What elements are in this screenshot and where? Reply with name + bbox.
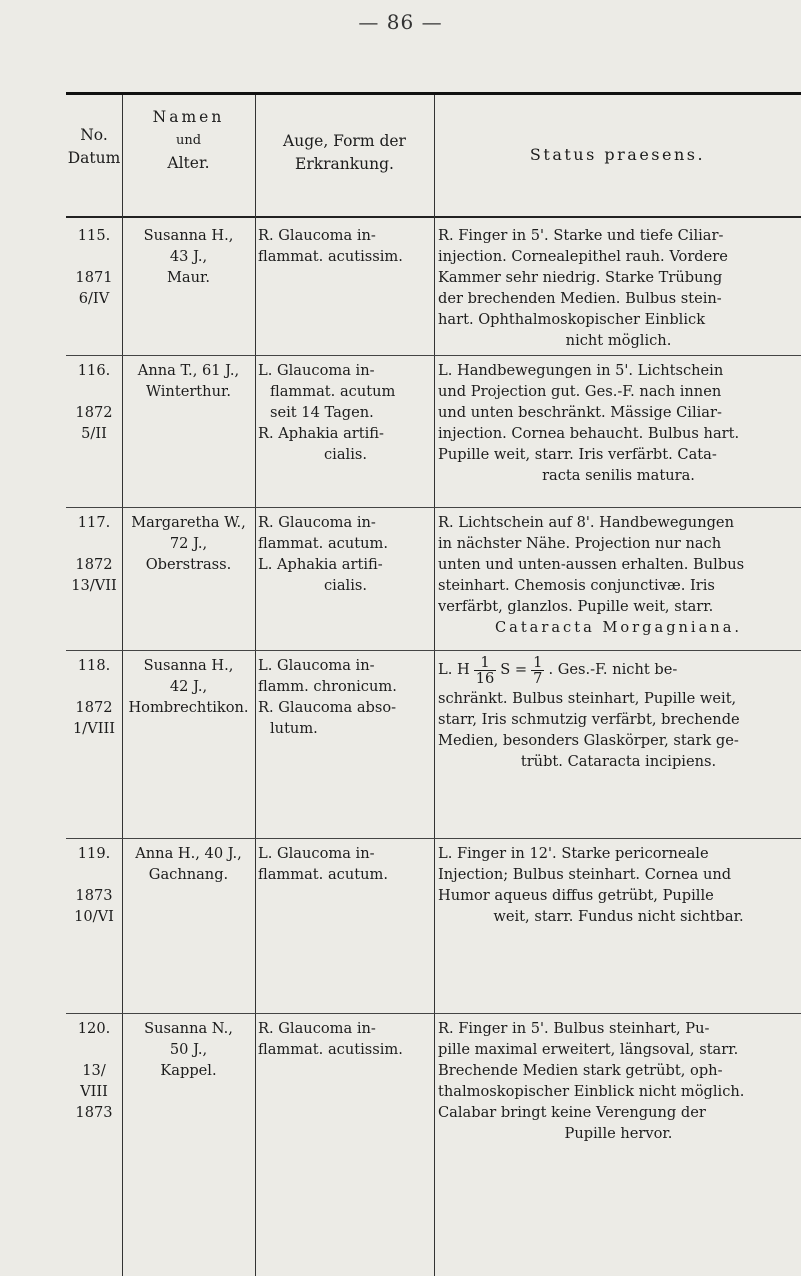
row-120-name <box>122 1018 255 1081</box>
status-formula-line <box>438 652 799 688</box>
header-datum-label: Datum <box>67 149 121 167</box>
page-number: — 86 — <box>358 10 443 34</box>
row-115-name <box>122 225 255 288</box>
entry-number: 117. <box>77 514 111 531</box>
row-115-no <box>66 225 122 309</box>
fraction-2-denominator: 7 <box>533 669 543 687</box>
entry-year: 1873 <box>75 1104 113 1121</box>
diagnosis-line: flammat. acutissim. <box>258 248 403 265</box>
status-line: in nächster Nähe. Projection nur nach <box>438 535 722 552</box>
header-name <box>122 106 255 175</box>
row-117-status <box>438 512 799 638</box>
fraction-1 <box>474 655 497 686</box>
row-118-status <box>438 652 799 772</box>
status-diagnosis-emphasis: Cataracta Morgagniana. <box>494 619 743 636</box>
header-eye <box>255 130 434 176</box>
row-rule-3 <box>66 650 801 651</box>
row-115-eye <box>258 225 433 267</box>
header-no <box>66 124 122 170</box>
patient-place: Oberstrass. <box>145 556 232 573</box>
entry-date-day: 13/ <box>82 1062 106 1079</box>
entry-number: 120. <box>77 1020 111 1037</box>
entry-date: 6/IV <box>78 290 110 307</box>
fraction-2-numerator: 1 <box>533 653 543 671</box>
patient-name: Anna H., 40 J., <box>135 845 242 862</box>
status-line: Brechende Medien stark getrübt, oph- <box>438 1062 723 1079</box>
diagnosis-line: flamm. chronicum. <box>258 678 397 695</box>
entry-date: 5/II <box>81 425 107 442</box>
entry-year: 1872 <box>75 404 113 421</box>
diagnosis-line: flammat. acutum. <box>258 535 388 552</box>
patient-name: Margaretha W., <box>131 514 246 531</box>
diagnosis-line: lutum. <box>270 720 318 737</box>
formula-middle: S = <box>500 661 528 678</box>
status-line: und unten beschränkt. Mässige Ciliar- <box>438 404 722 421</box>
entry-number: 119. <box>77 845 111 862</box>
diagnosis-line: seit 14 Tagen. <box>270 404 374 421</box>
row-117-eye <box>258 512 433 596</box>
patient-age: 43 J., <box>169 248 208 265</box>
diagnosis-line: L. Glaucoma in- <box>258 657 375 674</box>
fraction-2 <box>531 655 544 686</box>
status-line: Medien, besonders Glaskörper, stark ge- <box>438 732 739 749</box>
patient-name: Susanna H., <box>143 227 234 244</box>
status-line: hart. Ophthalmoskopischer Einblick <box>438 311 706 328</box>
patient-name: Anna T., 61 J., <box>137 362 240 379</box>
status-line: pille maximal erweitert, längsoval, starr. <box>438 1041 739 1058</box>
row-120-eye <box>258 1018 433 1060</box>
patient-place: Gachnang. <box>148 866 229 883</box>
row-119-eye <box>258 843 433 885</box>
status-line: schränkt. Bulbus steinhart, Pupille weit, <box>438 690 737 707</box>
row-117-no <box>66 512 122 596</box>
row-116-eye <box>258 360 433 465</box>
column-divider-2 <box>255 95 256 1276</box>
status-line: Humor aqueus diffus getrübt, Pupille <box>438 887 714 904</box>
status-line: L. Finger in 12'. Starke pericorneale <box>438 845 709 862</box>
patient-age: 42 J., <box>169 678 208 695</box>
patient-age: 50 J., <box>169 1041 208 1058</box>
status-line: R. Finger in 5'. Bulbus steinhart, Pu- <box>438 1020 710 1037</box>
column-divider-3 <box>434 95 435 1276</box>
row-119-status <box>438 843 799 927</box>
status-line: L. Handbewegungen in 5'. Lichtschein <box>438 362 724 379</box>
row-120-status <box>438 1018 799 1144</box>
diagnosis-line: L. Glaucoma in- <box>258 362 375 379</box>
row-118-no <box>66 655 122 739</box>
row-120-no <box>66 1018 122 1123</box>
status-line: injection. Cornea behaucht. Bulbus hart. <box>438 425 740 442</box>
status-line: steinhart. Chemosis conjunctivæ. Iris <box>438 577 715 594</box>
entry-number: 115. <box>77 227 111 244</box>
status-line: Injection; Bulbus steinhart. Cornea und <box>438 866 732 883</box>
row-116-name <box>122 360 255 402</box>
diagnosis-line: R. Glaucoma in- <box>258 514 376 531</box>
row-rule-2 <box>66 507 801 508</box>
diagnosis-line: L. Aphakia artifi- <box>258 556 383 573</box>
status-line: racta senilis matura. <box>542 467 695 484</box>
status-line: und Projection gut. Ges.-F. nach innen <box>438 383 722 400</box>
entry-date-month: VIII <box>80 1083 108 1100</box>
patient-place: Maur. <box>166 269 211 286</box>
entry-year: 1872 <box>75 556 113 573</box>
status-line: R. Finger in 5'. Starke und tiefe Ciliar- <box>438 227 724 244</box>
entry-date: 10/VI <box>74 908 114 925</box>
header-eye-line1: Auge, Form der <box>283 132 406 150</box>
entry-number: 118. <box>77 657 111 674</box>
status-line: Pupille hervor. <box>564 1125 673 1142</box>
header-name-und: und <box>175 133 202 148</box>
diagnosis-line: R. Aphakia artifi- <box>258 425 384 442</box>
row-rule-1 <box>66 355 801 356</box>
patient-name: Susanna H., <box>143 657 234 674</box>
header-age-label: Alter. <box>167 154 210 172</box>
diagnosis-line: flammat. acutissim. <box>258 1041 403 1058</box>
entry-date: 1/VIII <box>72 720 116 737</box>
row-116-no <box>66 360 122 444</box>
entry-year: 1871 <box>75 269 113 286</box>
status-line: der brechenden Medien. Bulbus stein- <box>438 290 722 307</box>
row-119-no <box>66 843 122 927</box>
status-line: injection. Cornealepithel rauh. Vordere <box>438 248 728 265</box>
status-line: Calabar bringt keine Verengung der <box>438 1104 706 1121</box>
diagnosis-line: L. Glaucoma in- <box>258 845 375 862</box>
entry-year: 1872 <box>75 699 113 716</box>
header-status-label: Status praesens. <box>529 145 706 164</box>
row-117-name <box>122 512 255 575</box>
status-line: weit, starr. Fundus nicht sichtbar. <box>493 908 744 925</box>
fraction-1-numerator: 1 <box>474 655 497 671</box>
patient-place: Kappel. <box>160 1062 217 1079</box>
header-name-label: Namen <box>152 108 225 126</box>
row-119-name <box>122 843 255 885</box>
status-line: unten und unten-aussen erhalten. Bulbus <box>438 556 745 573</box>
diagnosis-line: flammat. acutum. <box>258 866 388 883</box>
status-line: Pupille weit, starr. Iris verfärbt. Cata- <box>438 446 717 463</box>
status-line: R. Lichtschein auf 8'. Handbewegungen <box>438 514 734 531</box>
patient-place: Hombrechtikon. <box>128 699 249 716</box>
patient-age: 72 J., <box>169 535 208 552</box>
row-115-status <box>438 225 799 351</box>
header-eye-line2: Erkrankung. <box>295 155 394 173</box>
diagnosis-line: cialis. <box>323 446 367 463</box>
row-118-eye <box>258 655 433 739</box>
fraction-1-denominator: 16 <box>475 669 495 687</box>
row-116-status <box>438 360 799 486</box>
diagnosis-line: R. Glaucoma in- <box>258 1020 376 1037</box>
status-line: thalmoskopischer Einblick nicht möglich. <box>438 1083 745 1100</box>
formula-suffix: . Ges.-F. nicht be- <box>548 661 678 678</box>
entry-year: 1873 <box>75 887 113 904</box>
diagnosis-line: flammat. acutum <box>270 383 396 400</box>
formula-prefix: L. H <box>438 661 470 678</box>
diagnosis-line: cialis. <box>323 577 367 594</box>
status-line: nicht möglich. <box>565 332 672 349</box>
header-status <box>434 143 801 166</box>
diagnosis-line: R. Glaucoma abso- <box>258 699 397 716</box>
patient-place: Winterthur. <box>146 383 231 400</box>
row-rule-5 <box>66 1013 801 1014</box>
entry-date: 13/VII <box>71 577 117 594</box>
entry-number: 116. <box>77 362 111 379</box>
status-line: Kammer sehr niedrig. Starke Trübung <box>438 269 723 286</box>
header-no-label: No. <box>80 126 108 144</box>
patient-name: Susanna N., <box>144 1020 233 1037</box>
row-118-name <box>122 655 255 718</box>
status-line: starr, Iris schmutzig verfärbt, brechende <box>438 711 740 728</box>
row-rule-4 <box>66 838 801 839</box>
diagnosis-line: R. Glaucoma in- <box>258 227 376 244</box>
status-line: trübt. Cataracta incipiens. <box>520 753 717 770</box>
status-line: verfärbt, glanzlos. Pupille weit, starr. <box>438 598 714 615</box>
